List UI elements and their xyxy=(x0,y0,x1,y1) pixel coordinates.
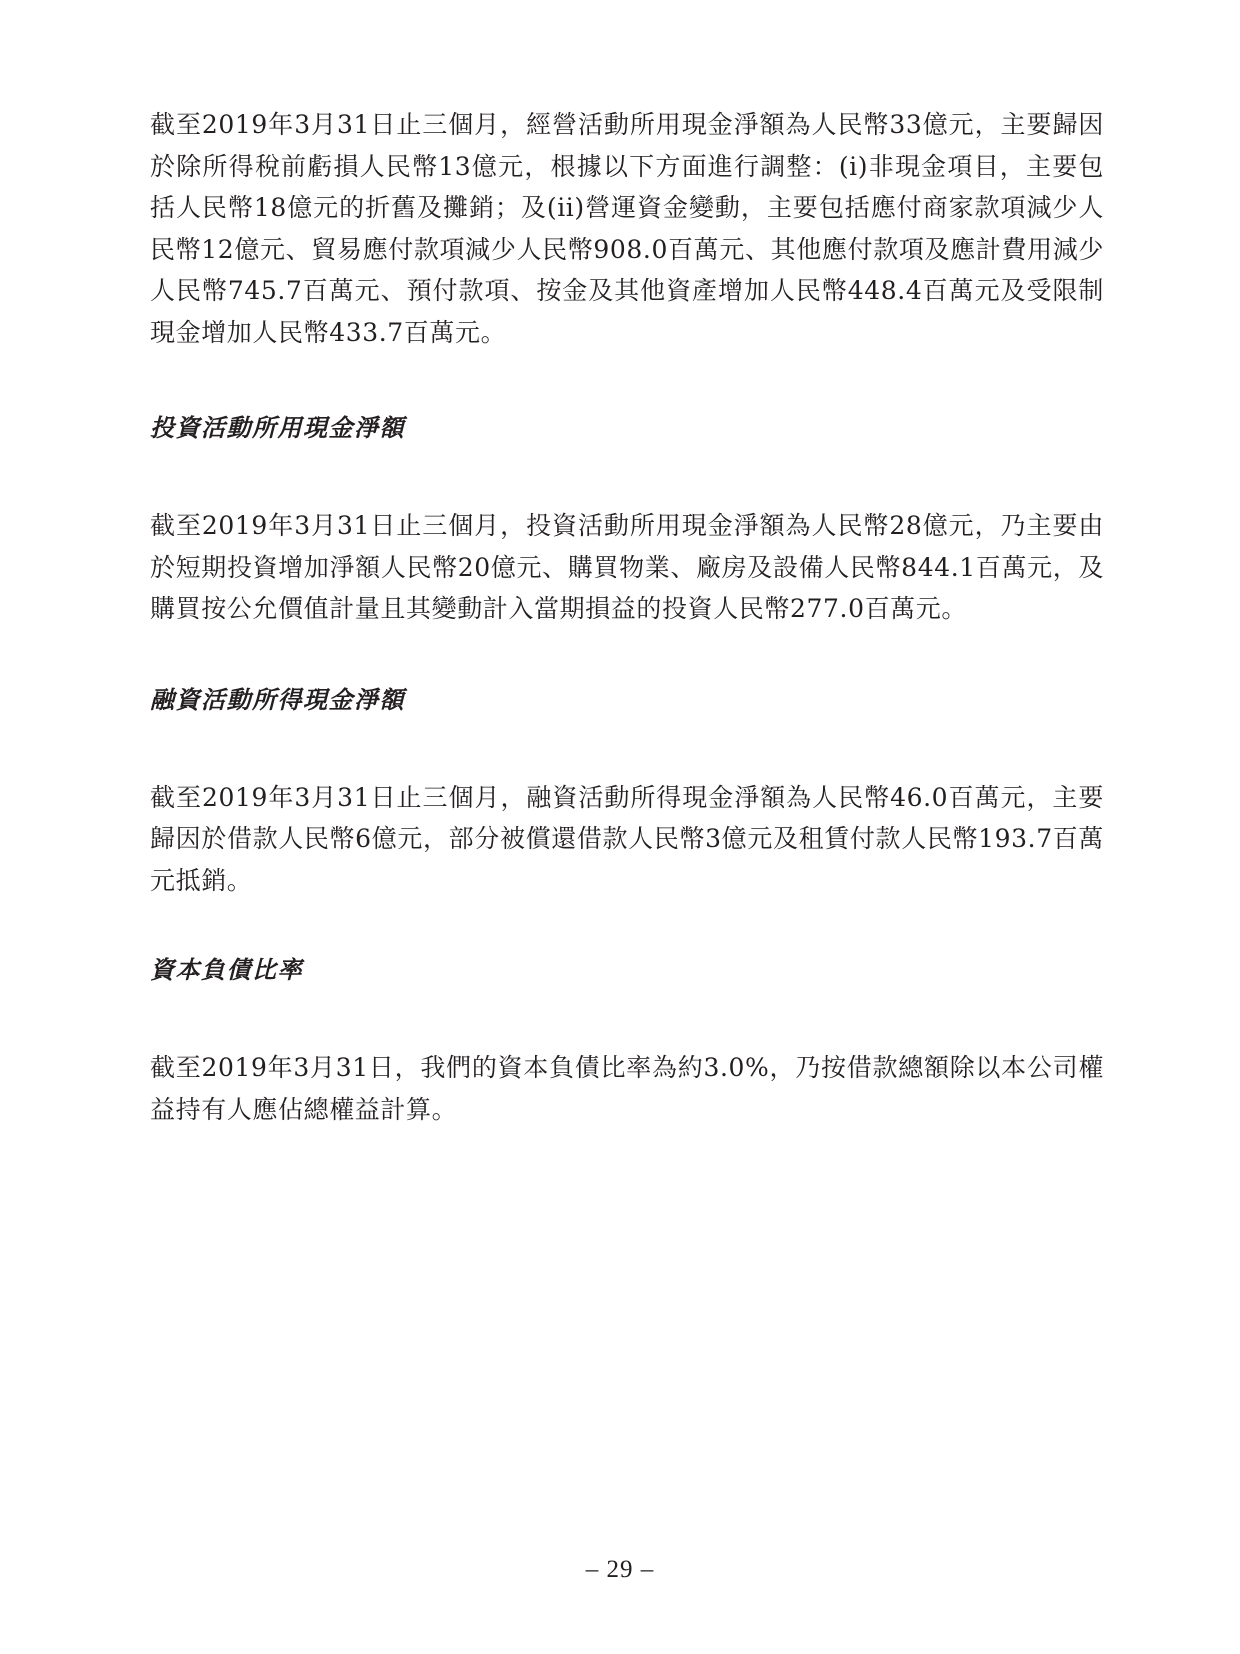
operating-activities-paragraph: 截至2019年3月31日止三個月，經營活動所用現金淨額為人民幣33億元，主要歸因於除所得稅前虧損人民幣13億元，根據以下方面進行調整：(i)非現金項目，主要包括人民幣18億元的折舊及攤銷；及(ii)營運資金變動，主要包括應付商家款項減少人民幣12億元、貿易應付款項減少人民幣908.0百萬元、其他應付款項及應計費用減少人民幣745.7百萬元、預付款項、按金及其他資產增加人民幣448.4百萬元及受限制現金增加人民幣433.7百萬元。 xyxy=(150,110,1104,347)
document-body xyxy=(150,104,1104,1130)
gearing-ratio-paragraph: 截至2019年3月31日，我們的資本負債比率為約3.0%，乃按借款總額除以本公司權益持有人應佔總權益計算。 xyxy=(150,1053,1104,1124)
financing-activities-paragraph: 截至2019年3月31日止三個月，融資活動所得現金淨額為人民幣46.0百萬元，主要歸因於借款人民幣6億元，部分被償還借款人民幣3億元及租賃付款人民幣193.7百萬元抵銷。 xyxy=(150,782,1104,895)
page-number: – 29 – xyxy=(585,1556,655,1583)
investing-activities-heading: 投資活動所用現金淨額 xyxy=(150,414,405,442)
gearing-ratio-heading: 資本負債比率 xyxy=(150,956,303,984)
financing-activities-heading: 融資活動所得現金淨額 xyxy=(150,685,405,714)
investing-activities-paragraph: 截至2019年3月31日止三個月，投資活動所用現金淨額為人民幣28億元，乃主要由於短期投資增加淨額人民幣20億元、購買物業、廠房及設備人民幣844.1百萬元，及購買按公允價值計量且其變動計入當期損益的投資人民幣277.0百萬元。 xyxy=(150,511,1104,623)
